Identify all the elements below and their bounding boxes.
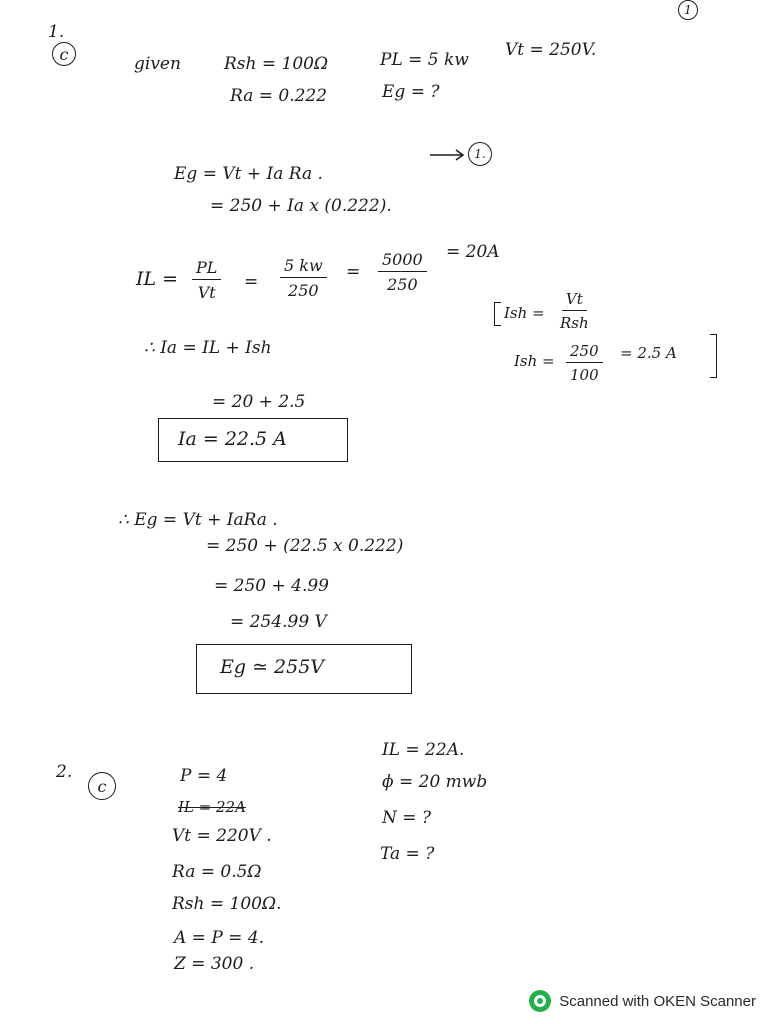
q1-ia-result: Ia = 22.5 A [178,428,287,450]
q1-ish-frac: Vt Rsh [560,290,589,332]
q2-vt: Vt = 220V . [172,826,272,846]
q1-ish2-lhs: Ish = [514,352,555,370]
page-number: 1 [678,0,698,20]
q2-n: N = ? [382,808,432,828]
q2-il: IL = 22A. [382,740,465,760]
q1-eq2: = 250 + Ia x (0.222). [210,196,392,216]
q1-ish-lhs: Ish = [504,304,545,322]
q1-ia-sum: = 20 + 2.5 [212,392,306,412]
q1-il-eq2: = [346,262,361,282]
q1-ish-bracket-right [710,334,717,378]
scanner-watermark [529,990,756,1012]
q2-struck: IL = 22A [178,798,246,816]
scanner-watermark-text: Scanned with OKEN Scanner [559,992,756,1010]
q1-il-frac3: $\frac{5000}{250}$ [378,250,427,294]
q1-il-frac2: $\frac{5 kw}{250}$ [280,256,327,300]
arrow-icon [428,148,468,162]
q1-ia-line: ∴ Ia = IL + Ish [144,338,272,358]
q2-a: A = P = 4. [174,928,265,948]
q1-eg-unknown: Eg = ? [382,82,440,102]
q1-rsh: Rsh = 100Ω [224,54,329,74]
q2-phi: ϕ = 20 mwb [382,772,488,792]
q1-il-result: = 20A [446,242,500,262]
q2-rsh: Rsh = 100Ω. [172,894,282,914]
q2-p: P = 4 [180,766,228,786]
q1-eq1: Eg = Vt + Ia Ra . [174,164,323,184]
q1-il-lhs: IL = [136,268,179,290]
q1-eg-result: Eg ≃ 255V [220,656,325,678]
q1-eg-val: = 254.99 V [230,612,327,632]
q1-eg-sum: = 250 + 4.99 [214,576,329,596]
q1-il-frac1: $\frac{PL}{Vt}$ [192,258,221,302]
q2-number: 2. [56,762,73,782]
q1-eq1-ref: 1. [468,142,492,166]
q2-z: Z = 300 . [174,954,255,974]
q1-given-label: given [134,54,181,74]
q1-ish-bracket-left [494,302,501,326]
q1-number: 1. [48,22,65,42]
q1-option: c [52,42,76,66]
q1-eg-line: ∴ Eg = Vt + IaRa . [118,510,278,530]
q2-ra: Ra = 0.5Ω [172,862,262,882]
q1-eg-sub: = 250 + (22.5 x 0.222) [206,536,404,556]
oken-logo-icon [529,990,551,1012]
q1-il-eq1: = [244,272,259,292]
q1-ish2-frac: $\frac{250}{100}$ [566,342,603,384]
q2-ta: Ta = ? [380,844,435,864]
q1-vt: Vt = 250V. [505,40,597,60]
q2-option: c [88,772,116,800]
q1-pl: PL = 5 kw [380,50,469,70]
q1-ish2-result: = 2.5 A [620,344,677,362]
q1-ra: Ra = 0.222 [230,86,328,106]
